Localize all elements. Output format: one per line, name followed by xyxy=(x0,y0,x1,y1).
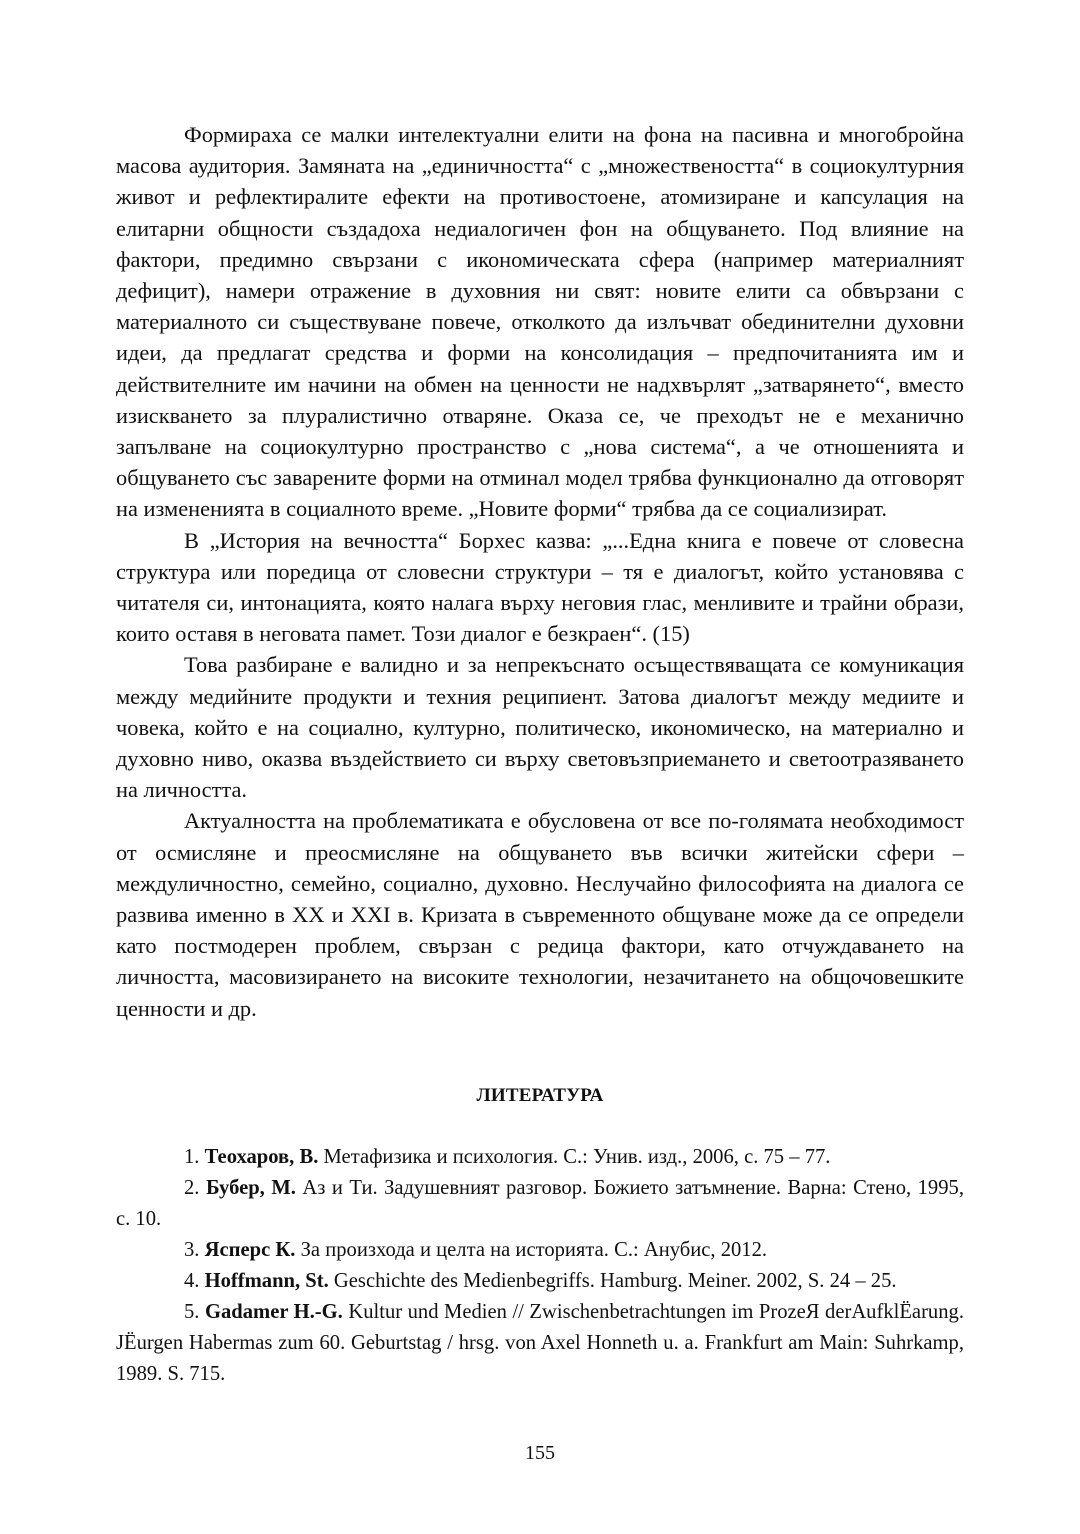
reference-text: Аз и Ти. Задушевният разговор. Божието затъмнение. Варна: Стено, 1995, с. 10. xyxy=(116,1177,964,1230)
literature-heading: ЛИТЕРАТУРА xyxy=(476,1085,604,1106)
reference-number: 1. xyxy=(184,1146,200,1168)
reference-item xyxy=(116,1142,964,1173)
reference-text: Geschichte des Medienbegriffs. Hamburg. Meiner. 2002, S. 24 – 25. xyxy=(333,1270,897,1292)
paragraph: Формираха се малки интелектуални елити на фона на пасивна и многобройна масова аудитория. Замяната на „единичността“ с „множествеността“ в социокултурния живот и рефлектиралите ефекти на противостоене, атомизиране и капсулация на елитарни общности създадоха недиалогичен фон на общуването. Под влияние на фактори, предимно свързани с икономическата сфера (например материалният дефицит), намери отражение в духовния ни свят: новите елити са обвързани с материалното си съществуване повече, отколкото да излъчват обединителни духовни идеи, да предлагат средства и форми на консолидация – предпочитанията им и действителните им начини на обмен на ценности не надхвърлят „затварянето“, вместо изискването за плуралистично отваряне. Оказа се, че преходът не е механично запълване на социокултурно пространство с „нова система“, а че отношенията и общуването със заварените форми на отминал модел трябва функционално да отговорят на измененията в социалното време. „Новите форми“ трябва да се социализират. xyxy=(116,122,964,522)
reference-author: Бубер, М. xyxy=(205,1177,296,1199)
reference-text: Kultur und Medien // Zwischenbetrachtungen im ProzeЯ derAufklËarung. JËurgen Habermas zum 60. Geburtstag / hrsg. von Axel Honneth u. a. Frankfurt am Main: Suhrkamp, 1989. S. 715. xyxy=(116,1301,964,1385)
reference-author: Gadamer H.-G. xyxy=(204,1301,343,1323)
reference-number: 3. xyxy=(184,1239,200,1261)
reference-item xyxy=(116,1266,964,1297)
paragraph: Актуалността на проблематиката е обусловена от все по-голямата необходимост от осмисляне и преосмисляне на общуването във всички житейски сфери – междуличностно, семейно, социално, духовно. Неслучайно философията на диалога се развива именно в XX и XXI в. Кризата в съвременното общуване може да се определи като постмодерен проблем, свързан с редица фактори, като отчуждаването на личността, масовизирането на високите технологии, незачитането на общочовешките ценности и др. xyxy=(116,808,964,1021)
body-text xyxy=(116,119,964,1024)
paragraph: В „История на вечността“ Борхес казва: „...Една книга е повече от словесна структура или поредица от словесни структури – тя е диалогът, който установява с читателя си, интонацията, която налага върху неговия глас, менливите и трайни образи, които оставя в неговата памет. Този диалог е безкраен“. (15) xyxy=(116,527,964,647)
paragraph: Това разбиране е валидно и за непрекъснато осъществяващата се комуникация между медийните продукти и техния реципиент. Затова диалогът между медиите и човека, който е на социално, културно, политическо, икономическо, на материално и духовно ниво, оказва въздействието си върху световъзприемането и светоотразяването на личността. xyxy=(116,652,964,803)
reference-item xyxy=(116,1297,964,1390)
reference-number: 2. xyxy=(184,1177,200,1199)
reference-number: 4. xyxy=(184,1270,200,1292)
reference-item xyxy=(116,1235,964,1266)
reference-item xyxy=(116,1173,964,1235)
reference-text: Метафизика и психология. С.: Унив. изд., 2006, с. 75 – 77. xyxy=(323,1146,831,1168)
reference-text: За произхода и целта на историята. С.: Анубис, 2012. xyxy=(300,1239,768,1261)
reference-list xyxy=(116,1142,964,1390)
reference-number: 5. xyxy=(184,1301,200,1323)
reference-author: Hoffmann, St. xyxy=(204,1270,329,1292)
page-number: 155 xyxy=(525,1442,555,1464)
reference-author: Ясперс К. xyxy=(204,1239,296,1261)
reference-author: Теохаров, В. xyxy=(204,1146,319,1168)
